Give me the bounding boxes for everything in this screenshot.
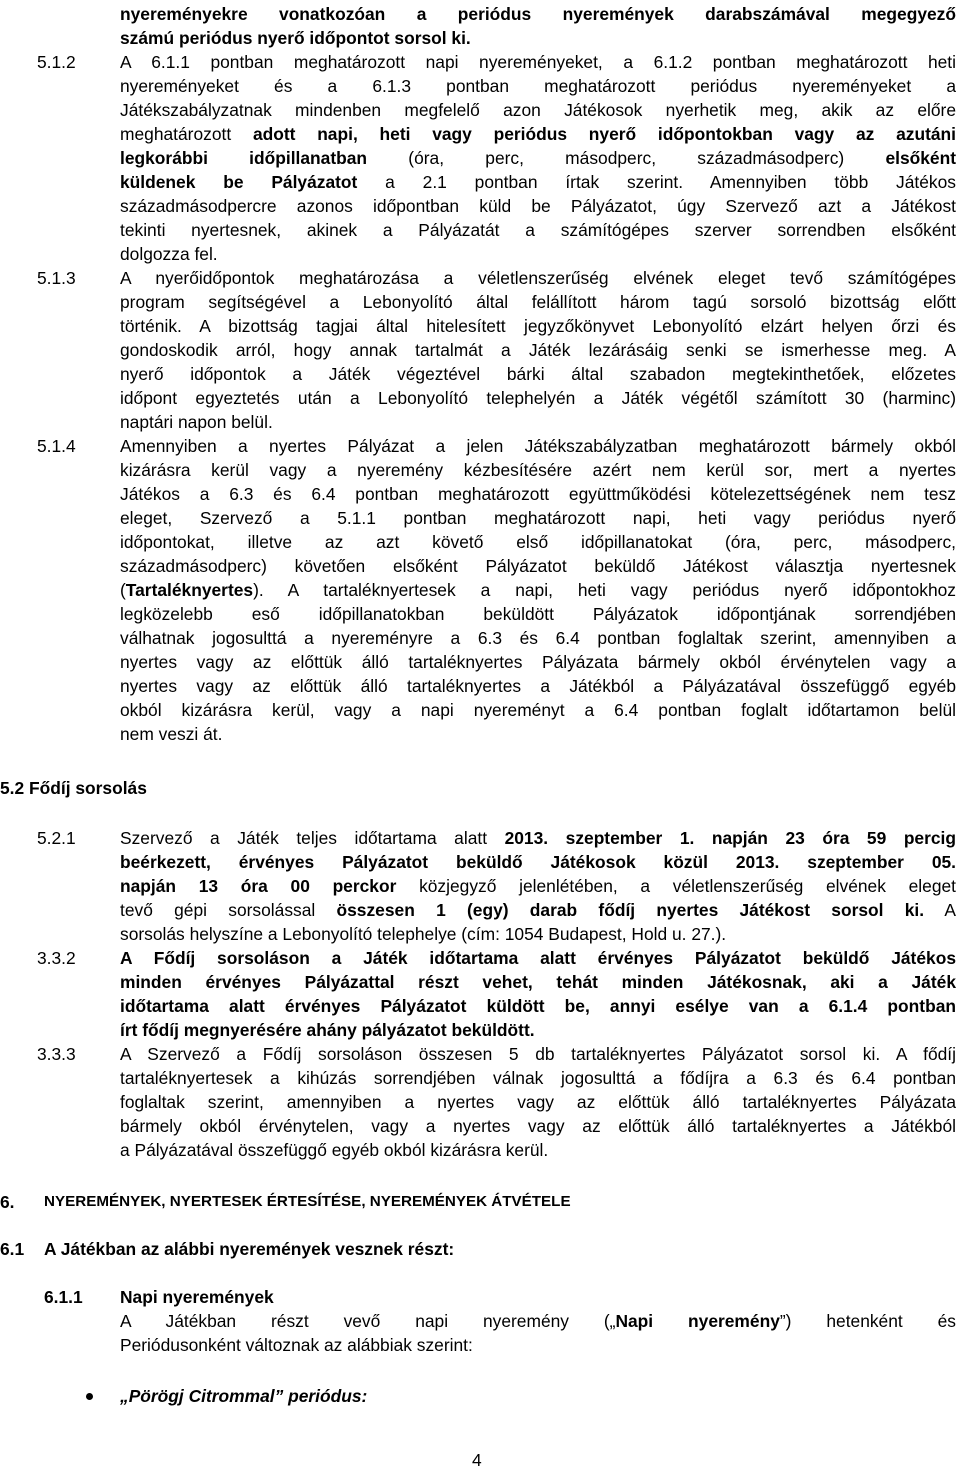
text-run: meghatározott — [120, 124, 253, 144]
paragraph-line: nyereményeket és a 6.1.3 pontban meghatározott periódus nyereményeket a — [120, 76, 956, 96]
paragraph-line: A 6.1.1 pontban meghatározott napi nyereményeket, a 6.1.2 pontban meghatározott heti — [120, 52, 956, 72]
bold-text-run: Tartaléknyertes — [125, 580, 254, 600]
paragraph-line: kizárásra kerül vagy a nyeremény kézbesítésére azért nem kerül sor, mert a nyertes — [120, 460, 956, 480]
paragraph-line: Játékszabályzatnak mindenben megfelelő azon Játékosok nyerhetik meg, akik az előre — [120, 100, 956, 120]
paragraph-line: A nyerőidőpontok meghatározása a véletlenszerűség elvének eleget tevő számítógépes — [120, 268, 956, 288]
bold-text-run: Napi nyeremény — [615, 1311, 780, 1331]
section-heading: A Játékban az alábbi nyeremények vesznek részt: — [44, 1239, 455, 1259]
section-heading: Napi nyeremények — [120, 1287, 274, 1307]
text-run: A — [924, 900, 956, 920]
paragraph-line — [120, 170, 956, 194]
section-number: 3.3.2 — [37, 948, 76, 968]
paragraph-line: Periódusonként változnak az alábbiak szerint: — [120, 1335, 473, 1355]
bold-text-run: legkorábbi időpillanatban — [120, 148, 368, 168]
text-run: Szervező a Játék teljes időtartama alatt — [120, 828, 505, 848]
paragraph-line: okból kizárásra kerül, vagy a napi nyereményt a 6.4 pontban foglalt időtartamon belül — [120, 700, 956, 720]
paragraph-line: időpontokat, illetve az azt követő első időpillanatokat (óra, perc, másodperc, — [120, 532, 956, 552]
section-heading: 5.2 Fődíj sorsolás — [0, 778, 147, 798]
text-run: ( — [120, 580, 126, 600]
paragraph-line: századmásodperc) követően elsőként Pályázatot beküldő Játékost választja nyertesnek — [120, 556, 956, 576]
bold-text-run: napján 13 óra 00 perckor — [120, 876, 397, 896]
paragraph-line: bármely okból érvénytelen, vagy a nyertes vagy az előttük álló tartaléknyertes a Játékból — [120, 1116, 956, 1136]
paragraph-line: időpont egyeztetés után a Lebonyolító telephelyén a Játék végétől számított 30 (harminc) — [120, 388, 956, 408]
paragraph-line: sorsolás helyszíne a Lebonyolító telephelye (cím: 1054 Budapest, Hold u. 27.). — [120, 924, 727, 944]
paragraph-line: számú periódus nyerő időpontot sorsol ki. — [120, 28, 471, 48]
text-run: a 2.1 pontban írtak szerint. Amennyiben több Játékos — [357, 172, 956, 192]
paragraph-line — [120, 122, 956, 146]
paragraph-line — [120, 826, 956, 850]
paragraph-line: beérkezett, érvényes Pályázatot beküldő Játékosok közül 2013. szeptember 05. — [120, 852, 956, 872]
section-number: 5.1.4 — [37, 436, 76, 456]
page-number: 4 — [472, 1450, 482, 1470]
paragraph-line: tartaléknyertesek a kihúzás sorrendjében válnak jogosulttá a fődíjra a 6.3 és 6.4 pontban — [120, 1068, 956, 1088]
chapter-number: 6. — [0, 1192, 15, 1212]
paragraph-line — [120, 898, 956, 922]
paragraph-line: nyereményekre vonatkozóan a periódus nyeremények darabszámával megegyező — [120, 4, 956, 24]
paragraph-line: írt fődíj megnyerésére ahány pályázatot beküldött. — [120, 1020, 535, 1040]
paragraph-line: nyerő időpontok a Játék végeztével bárki által szabadon megtekinthetőek, előzetes — [120, 364, 956, 384]
paragraph-line: nem veszi át. — [120, 724, 223, 744]
text-run: ”) hetenként és — [779, 1311, 956, 1331]
text-run: A Játékban részt vevő napi nyeremény („ — [120, 1311, 616, 1331]
bold-text-run: küldenek be Pályázatot — [120, 172, 358, 192]
text-run: tevő gépi sorsolással — [120, 900, 337, 920]
paragraph-line — [120, 146, 956, 170]
bold-text-run: 2013. szeptember 1. napján 23 óra 59 percig — [504, 828, 956, 848]
paragraph-line: nyertes vagy az előttük álló tartaléknyertes Pályázata bármely okból érvénytelen vagy a — [120, 652, 956, 672]
section-number: 6.1 — [0, 1239, 25, 1259]
paragraph-line: századmásodpercre azonos időpontban küld be Pályázatot, úgy Szervező azt a Játékost — [120, 196, 956, 216]
text-run: közjegyző jelenlétében, a véletlenszerűség elvének eleget — [396, 876, 956, 896]
paragraph-line — [120, 1309, 956, 1333]
paragraph-line: minden érvényes Pályázattal részt vehet, tehát minden Játékosnak, aki a Játék — [120, 972, 956, 992]
text-run: ). A tartaléknyertesek a napi, heti vagy periódus nyerő időpontokhoz — [253, 580, 956, 600]
section-number: 6.1.1 — [44, 1287, 83, 1307]
bullet-item: „Pörögj Citrommal” periódus: — [120, 1386, 368, 1406]
paragraph-line: naptári napon belül. — [120, 412, 273, 432]
section-number: 3.3.3 — [37, 1044, 76, 1064]
paragraph-line: időtartama alatt érvényes Pályázatot küldött be, annyi esélye van a 6.1.4 pontban — [120, 996, 956, 1016]
paragraph-line: program segítségével a Lebonyolító által felállított három tagú sorsoló bizottság előtt — [120, 292, 956, 312]
section-number: 5.1.2 — [37, 52, 76, 72]
paragraph-line: gondoskodik arról, hogy annak tartalmát a Játék lezárásáig senki se ismerhesse meg. A — [120, 340, 956, 360]
paragraph-line — [120, 874, 956, 898]
paragraph-line: legközelebb eső időpillanatokban beküldött Pályázatok időpontjának sorrendjében — [120, 604, 956, 624]
paragraph-line: eleget, Szervező a 5.1.1 pontban meghatározott napi, heti vagy periódus nyerő — [120, 508, 956, 528]
paragraph-line: Amennyiben a nyertes Pályázat a jelen Játékszabályzatban meghatározott bármely okból — [120, 436, 956, 456]
paragraph-line — [120, 578, 956, 602]
paragraph-line: tekinti nyertesnek, akinek a Pályázatát a számítógépes szerver sorrendben elsőként — [120, 220, 956, 240]
bold-text-run: összesen 1 (egy) darab fődíj nyertes Játékost sorsol ki. — [336, 900, 925, 920]
paragraph-line: dolgozza fel. — [120, 244, 218, 264]
bold-text-run: elsőként — [885, 148, 956, 168]
paragraph-line: A Szervező a Fődíj sorsoláson összesen 5 db tartaléknyertes Pályázatot sorsol ki. A fődíj — [120, 1044, 956, 1064]
text-run: (óra, perc, másodperc, századmásodperc) — [367, 148, 886, 168]
section-number: 5.2.1 — [37, 828, 76, 848]
chapter-heading: NYEREMÉNYEK, NYERTESEK ÉRTESÍTÉSE, NYEREMÉNYEK ÁTVÉTELE — [44, 1193, 571, 1210]
paragraph-line: Játékos a 6.3 és 6.4 pontban meghatározott együttműködési kötelezettségének nem tesz — [120, 484, 956, 504]
paragraph-line: nyertes vagy az előttük álló tartaléknyertes a Játékból a Pályázatával összefüggő egyéb — [120, 676, 956, 696]
paragraph-line: foglaltak szerint, amennyiben a nyertes vagy az előttük álló tartaléknyertes Pályázata — [120, 1092, 956, 1112]
paragraph-line: válhatnak jogosulttá a nyereményre a 6.3 és 6.4 pontban foglaltak szerint, amennyiben a — [120, 628, 956, 648]
paragraph-line: történik. A bizottság tagjai által hitelesített jegyzőkönyvet Lebonyolító elzárt helyen őrzi és — [120, 316, 956, 336]
paragraph-line: a Pályázatával összefüggő egyéb okból kizárásra kerül. — [120, 1140, 549, 1160]
bullet-dot-icon — [86, 1393, 93, 1400]
bold-text-run: adott napi, heti vagy periódus nyerő időpontokban vagy az azutáni — [252, 124, 956, 144]
paragraph-line: A Fődíj sorsoláson a Játék időtartama alatt érvényes Pályázatot beküldő Játékos — [120, 948, 956, 968]
section-number: 5.1.3 — [37, 268, 76, 288]
